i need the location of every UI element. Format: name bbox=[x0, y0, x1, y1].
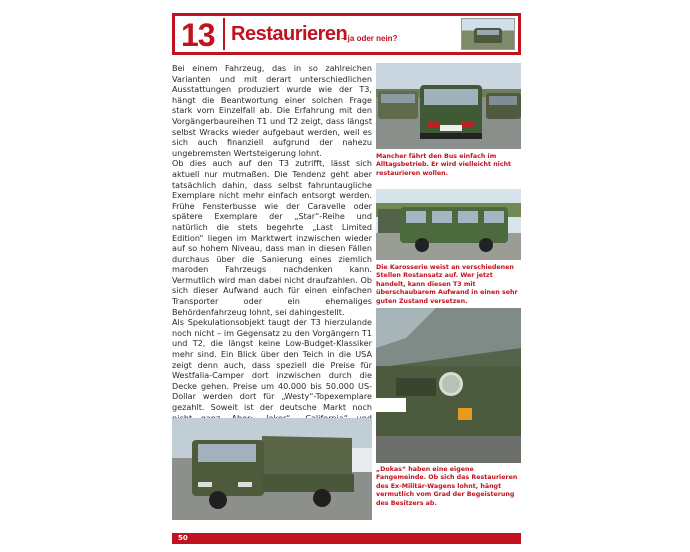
chapter-title: Restaurieren bbox=[231, 23, 348, 45]
footer-bar bbox=[172, 533, 521, 544]
paragraph: Ob dies auch auf den T3 zutrifft, lässt sich aktuell nur mutmaßen. Die Tendenz geht aber tatsächlich dahin, dass selbst fahruntaugliche Exemplare nicht mehr einfach entsorgt werden. Frühe Fensterbusse wie der Caravelle oder spätere Exemplare der „Star“-Reihe und natürlich die stets begehrte „Last Limited Edition“ liegen im Marktwert inzwischen wieder auf so hohem Niveau, dass man in diesen Fällen durchaus über die Sanierung eines ziemlich maroden Fahrzeugs nachdenken kann. Vermutlich wird man dabei nicht draufzahlen. Ob sich dieser Aufwand auch für einen einfachen Transporter oder ein ehemaliges Behördenfahrzeug lohnt, sei dahingestellt. bbox=[172, 158, 372, 317]
chapter-subtitle: – ja oder nein? bbox=[341, 34, 398, 43]
photo-caption: Mancher fährt den Bus einfach im Alltagsbetrieb. Er wird vielleicht nicht restaurieren wollen. bbox=[376, 153, 512, 177]
photo-bus-rear bbox=[376, 63, 521, 149]
paragraph: Als Spekulationsobjekt taugt der T3 hierzulande noch nicht – im Gegensatz zu den Vorgängern T1 und T2, die längst keine Low-Budget-Klassiker mehr sind. Ein Blick über den Teich in die USA zeigt denn auch, dass speziell die Preise für Westfalia-Camper dort inzwischen durch die Decke gehen. Preise um 40.000 bis 50.000 US-Dollar werden dort für „Westy“-Topexemplare gezahlt. Soweit ist der deutsche Markt noch bbox=[172, 317, 372, 412]
photo-doka-pickup bbox=[172, 418, 372, 520]
chapter-number: 13 bbox=[181, 17, 215, 53]
photo-bus-side bbox=[376, 189, 521, 260]
body-text bbox=[172, 63, 372, 455]
paragraph: Bei einem Fahrzeug, das in so zahlreichen Varianten und mit derart unterschiedlichen Ausstattungen produziert wurde wie der T3, hängt die Beantwortung einer solchen Frage stark vom Einzelfall ab. Die Erfahrung mit den Vorgängerbaureihen T1 und T2 zeigt, dass längst selbst Wracks wieder aufgebaut werden, weil es sich auch finanziell aufgrund der nahezu ungebremsten Wertsteigerung lohnt. bbox=[172, 63, 372, 158]
header-thumbnail-image bbox=[461, 18, 515, 50]
header-divider bbox=[223, 18, 225, 50]
photo-bus-front-closeup bbox=[376, 308, 521, 463]
page-number: 50 bbox=[178, 534, 188, 542]
photo-caption: „Dokas“ haben eine eigene Fangemeinde. Ob sich das Restaurieren des Ex-Militär-Wagens lohnt, hängt vermutlich vom Grad der Begeisterung des Besitzers ab. bbox=[376, 466, 518, 507]
photo-caption: Die Karosserie weist an verschiedenen Stellen Rostansatz auf. Wer jetzt handelt, kann diesen T3 mit überschaubarem Aufwand in einen sehr guten Zustand versetzen. bbox=[376, 264, 518, 305]
chapter-header bbox=[172, 13, 521, 55]
